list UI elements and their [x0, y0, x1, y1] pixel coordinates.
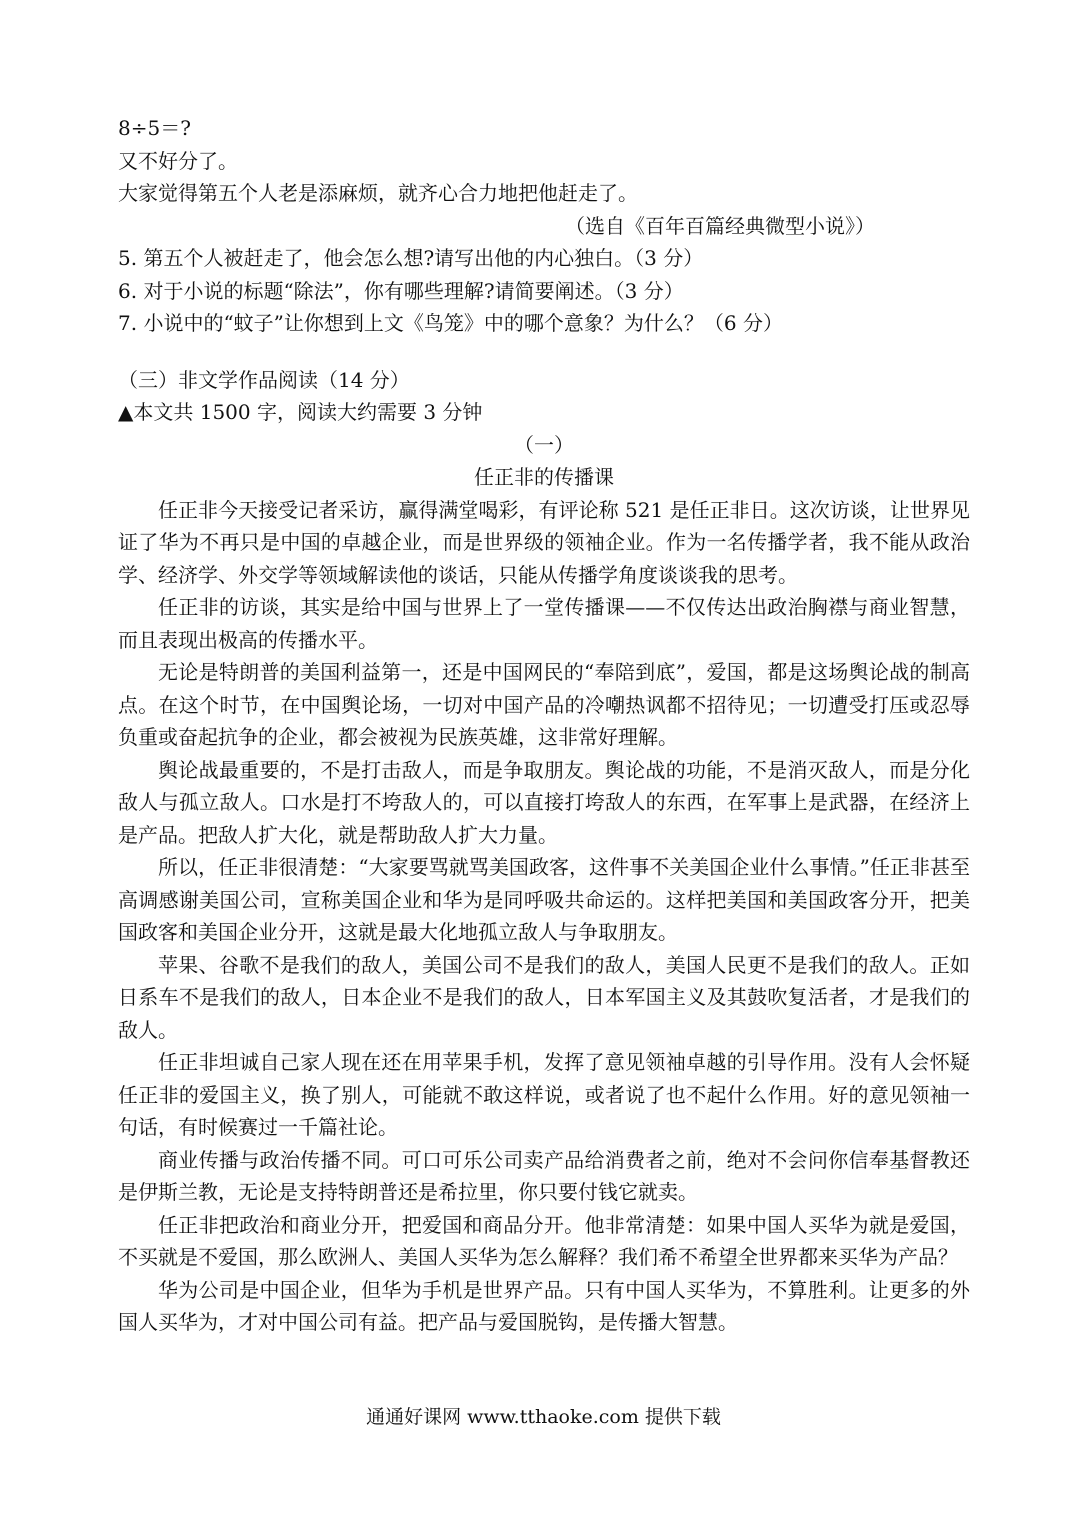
article-paragraph: 商业传播与政治传播不同。可口可乐公司卖产品给消费者之前，绝对不会问你信奉基督教还是伊斯兰教，无论是支持特朗普还是希拉里，你只要付钱它就卖。: [118, 1147, 970, 1204]
article-paragraph: 任正非今天接受记者采访，赢得满堂喝彩，有评论称 521 是任正非日。这次访谈，让世界见证了华为不再只是中国的卓越企业，而是世界级的领袖企业。作为一名传播学者，我不能从政治学、经济学、外交学等领域解读他的谈话，只能从传播学角度谈谈我的思考。: [118, 497, 970, 587]
article-paragraph: 舆论战最重要的，不是打击敌人，而是争取朋友。舆论战的功能，不是消灭敌人，而是分化敌人与孤立敌人。口水是打不垮敌人的，可以直接打垮敌人的东西，在军事上是武器，在经济上是产品。把敌人扩大化，就是帮助敌人扩大力量。: [118, 757, 970, 847]
section-title: （三）非文学作品阅读（14 分）: [118, 367, 410, 392]
part-label: （一）: [514, 432, 574, 457]
article-paragraph: 无论是特朗普的美国利益第一，还是中国网民的“奉陪到底”，爱国，都是这场舆论战的制高点。在这个时节，在中国舆论场，一切对中国产品的冷嘲热讽都不招待见；一切遭受打压或忍辱负重或奋起抗争的企业，都会被视为民族英雄，这非常好理解。: [118, 660, 970, 749]
document-body: [118, 112, 970, 1339]
question-5: 5. 第五个人被赶走了，他会怎么想?请写出他的内心独白。（3 分）: [118, 246, 704, 270]
article-title: 任正非的传播课: [474, 465, 614, 489]
question-7: 7. 小说中的“蚊子”让你想到上文《鸟笼》中的哪个意象？为什么？（6 分）: [118, 311, 783, 335]
article-paragraph: 任正非的访谈，其实是给中国与世界上了一堂传播课——不仅传达出政治胸襟与商业智慧，而且表现出极高的传播水平。: [118, 595, 970, 652]
story-line: 大家觉得第五个人老是添麻烦，就齐心合力地把他赶走了。: [118, 181, 638, 205]
page-footer: 通通好课网 www.tthaoke.com 提供下载: [366, 1406, 721, 1428]
story-line: 8÷5＝?: [118, 116, 191, 140]
reading-note: ▲本文共 1500 字，阅读大约需要 3 分钟: [118, 400, 483, 424]
article-paragraph: 所以，任正非很清楚：“大家要骂就骂美国政客，这件事不关美国企业什么事情。”任正非甚至高调感谢美国公司，宣称美国企业和华为是同呼吸共命运的。这样把美国和美国政客分开，把美国政客和美国企业分开，这就是最大化地孤立敌人与争取朋友。: [118, 855, 970, 944]
article-paragraph: 苹果、谷歌不是我们的敌人，美国公司不是我们的敌人，美国人民更不是我们的敌人。正如日系车不是我们的敌人，日本企业不是我们的敌人，日本军国主义及其鼓吹复活者，才是我们的敌人。: [118, 952, 970, 1042]
article-paragraph: 任正非坦诚自己家人现在还在用苹果手机，发挥了意见领袖卓越的引导作用。没有人会怀疑任正非的爱国主义，换了别人，可能就不敢这样说，或者说了也不起什么作用。好的意见领袖一句话，有时候赛过一千篇社论。: [118, 1050, 970, 1139]
question-6: 6. 对于小说的标题“除法”，你有哪些理解?请简要阐述。（3 分）: [118, 278, 684, 303]
section-spacer: [118, 340, 970, 364]
article-paragraph: 任正非把政治和商业分开，把爱国和商品分开。他非常清楚：如果中国人买华为就是爱国，不买就是不爱国，那么欧洲人、美国人买华为怎么解释？我们希不希望全世界都来买华为产品？: [118, 1212, 970, 1269]
story-line: 又不好分了。: [118, 148, 238, 173]
article-paragraph: 华为公司是中国企业，但华为手机是世界产品。只有中国人买华为，不算胜利。让更多的外国人买华为，才对中国公司有益。把产品与爱国脱钩，是传播大智慧。: [118, 1277, 970, 1334]
story-source: （选自《百年百篇经典微型小说》）: [565, 213, 875, 238]
